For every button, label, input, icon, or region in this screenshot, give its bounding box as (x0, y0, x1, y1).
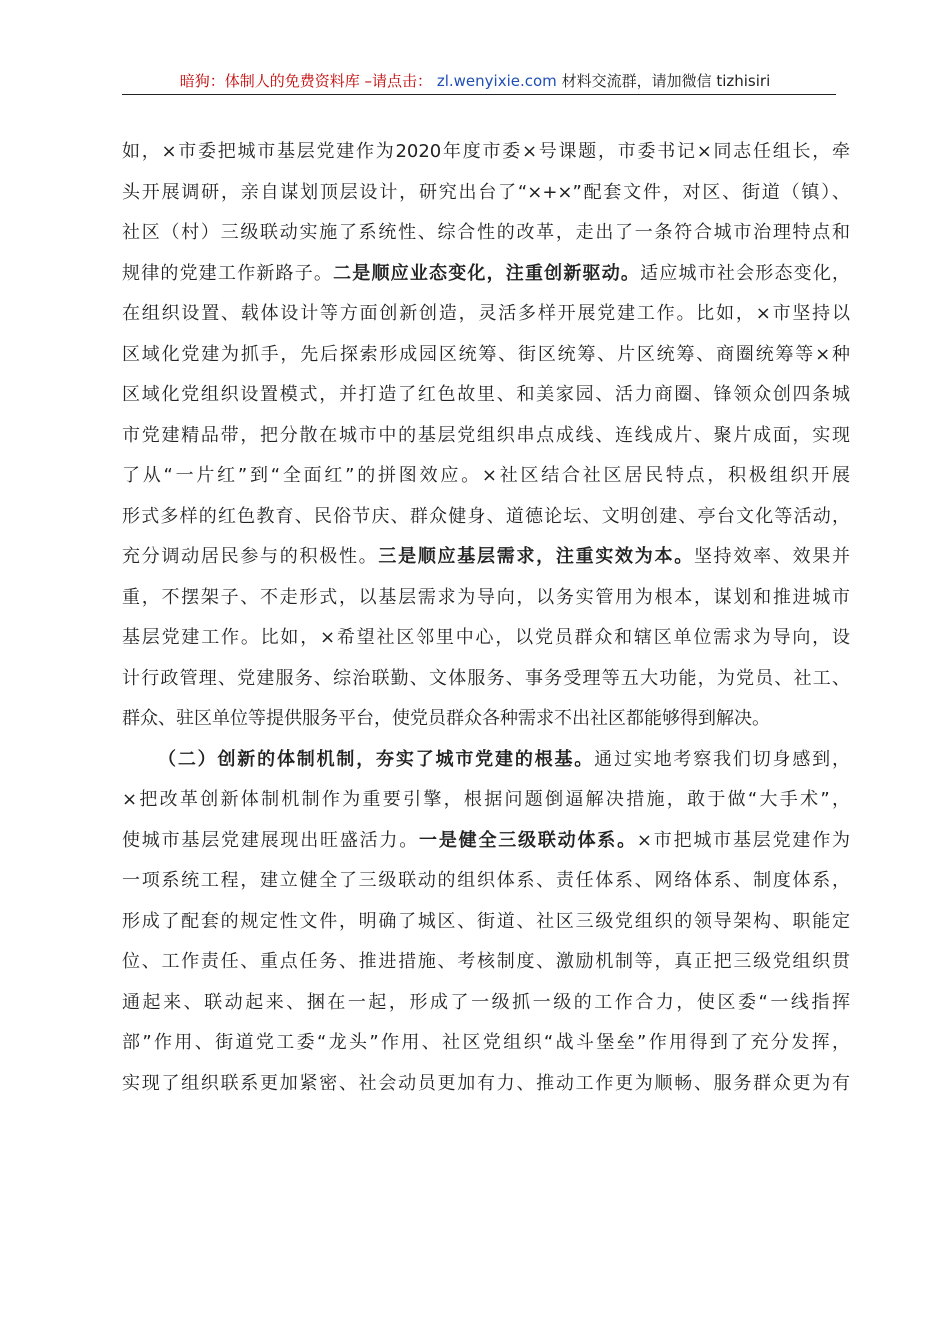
text-run: 适应城市社会形态变化， (640, 262, 851, 284)
text-line: 区域化党组织设置模式，并打造了红色故里、和美家园、活力商圈、锋领众创四条城 (122, 384, 850, 405)
page-header (0, 70, 950, 92)
section-heading-line (122, 740, 850, 781)
text-line: 在组织设置、载体设计等方面创新创造，灵活多样开展党建工作。比如，×市坚持以 (122, 303, 850, 324)
text-line (122, 821, 850, 862)
text-line: 形式多样的红色教育、民俗节庆、群众健身、道德论坛、文明创建、亭台文化等活动， (122, 505, 850, 527)
text-line: 计行政管理、党建服务、综治联勤、文体服务、事务受理等五大功能，为党员、社工、 (122, 667, 850, 689)
text-line (122, 537, 850, 578)
text-line: 重，不摆架子、不走形式，以基层需求为导向，以务实管用为根本，谋划和推进城市 (122, 586, 850, 608)
header-divider (122, 94, 836, 95)
text-line: 如，×市委把城市基层党建作为2020年度市委×号课题，市委书记×同志任组长，牵 (122, 141, 850, 162)
text-line: 实现了组织联系更加紧密、社会动员更加有力、推动工作更为顺畅、服务群众更为有 (122, 1072, 850, 1094)
text-line (122, 254, 850, 295)
text-line: 市党建精品带，把分散在城市中的基层党组织串点成线、连线成片、聚片成面，实现 (122, 424, 850, 446)
site-link[interactable]: zl.wenyixie.com (436, 72, 557, 90)
text-line: 位、工作责任、重点任务、推进措施、考核制度、激励机制等，真正把三级党组织贯 (122, 951, 850, 972)
text-run: 充分调动居民参与的积极性。 (122, 546, 379, 567)
text-run: 坚持效率、效果并 (693, 546, 851, 567)
text-line: 通起来、联动起来、捆在一起，形成了一级抓一级的工作合力，使区委“一线指挥 (122, 991, 850, 1013)
site-label[interactable]: 暗狗：体制人的免费资料库 (179, 72, 360, 90)
text-run: 通过实地考察我们切身感到， (594, 748, 851, 770)
text-line: ×把改革创新体制机制作为重要引擎，根据问题倒逼解决措施，敢于做“大手术”， (122, 789, 850, 810)
text-line: 部”作用、街道党工委“龙头”作用、社区党组织“战斗堡垒”作用得到了充分发挥， (122, 1032, 850, 1053)
text-line: 区域化党建为抓手，先后探索形成园区统筹、街区统筹、片区统筹、商圈统筹等×种 (122, 343, 850, 365)
text-line: 头开展调研，亲自谋划顶层设计，研究出台了“×+×”配套文件，对区、街道（镇）、 (122, 181, 850, 203)
text-run: 使城市基层党建展现出旺盛活力。 (122, 829, 420, 851)
bold-heading: 三是顺应基层需求，注重实效为本。 (378, 546, 694, 567)
section-heading: （二）创新的体制机制，夯实了城市党建的根基。 (158, 748, 595, 770)
bold-heading: 二是顺应业态变化，注重创新驱动。 (333, 262, 641, 284)
text-line: 形成了配套的规定性文件，明确了城区、街道、社区三级党组织的领导架构、职能定 (122, 910, 850, 932)
text-run: ×市把城市基层党建作为 (636, 829, 851, 851)
text-line: 社区（村）三级联动实施了系统性、综合性的改革，走出了一条符合城市治理特点和 (122, 222, 850, 243)
text-line: 群众、驻区单位等提供服务平台，使党员群众各种需求不出社区都能够得到解决。 (122, 708, 770, 729)
text-line: 基层党建工作。比如，×希望社区邻里中心，以党员群众和辖区单位需求为导向，设 (122, 627, 850, 648)
text-line: 了从“一片红”到“全面红”的拼图效应。×社区结合社区居民特点，积极组织开展 (122, 465, 850, 486)
bold-heading: 一是健全三级联动体系。 (419, 829, 637, 851)
group-text: 材料交流群，请加微信 tizhisiri (561, 72, 771, 90)
document-body (122, 132, 850, 1104)
text-run: 规律的党建工作新路子。 (122, 262, 334, 284)
link-prefix: –请点击： (364, 72, 433, 90)
text-line: 一项系统工程，建立健全了三级联动的组织体系、责任体系、网络体系、制度体系， (122, 870, 850, 891)
